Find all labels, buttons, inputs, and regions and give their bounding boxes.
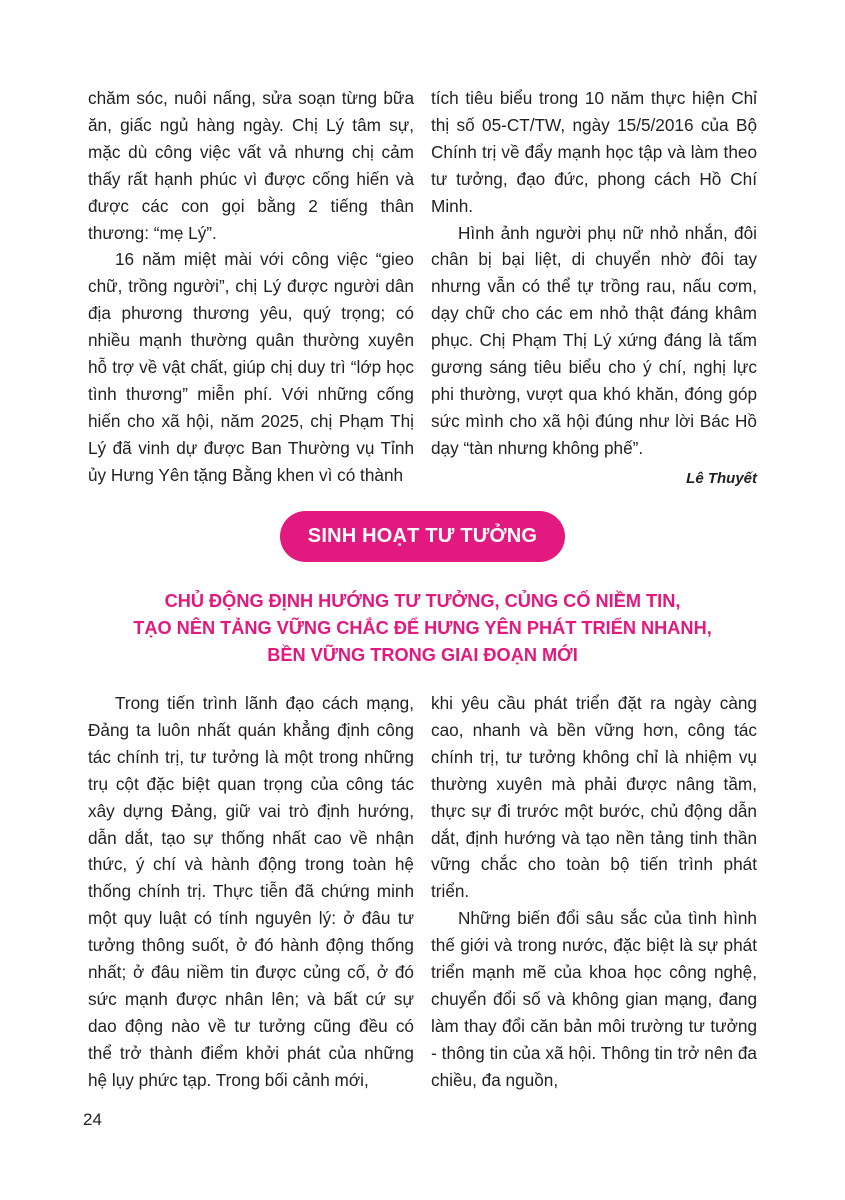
paragraph-continued: chăm sóc, nuôi nấng, sửa soạn từng bữa ăn, giấc ngủ hàng ngày. Chị Lý tâm sự, mặc dù công việc vất vả nhưng chị cảm thấy rất hạnh phúc vì được cống hiến và được các con gọi bằng 2 tiếng thân thương: “mẹ Lý”.	[88, 88, 414, 243]
paragraph-continued: tích tiêu biểu trong 10 năm thực hiện Chỉ thị số 05-CT/TW, ngày 15/5/2016 của Bộ Chính trị về đẩy mạnh học tập và làm theo tư tưởng, đạo đức, phong cách Hồ Chí Minh.	[431, 88, 757, 216]
top-right-column	[431, 85, 757, 493]
paragraph: 16 năm miệt mài với công việc “gieo chữ, trồng người”, chị Lý được người dân địa phương thương yêu, quý trọng; có nhiều mạnh thường quân thường xuyên hỗ trợ về vật chất, giúp chị duy trì “lớp học tình thương” miễn phí. Với những cống hiến cho xã hội, năm 2025, chị Phạm Thị Lý đã vinh dự được Ban Thường vụ Tỉnh ủy Hưng Yên tặng Bằng khen vì có thành	[88, 249, 414, 485]
paragraph: Trong tiến trình lãnh đạo cách mạng, Đảng ta luôn nhất quán khẳng định công tác chính trị, tư tưởng là một trong những trụ cột đặc biệt quan trọng của công tác xây dựng Đảng, giữ vai trò định hướng, dẫn dắt, tạo sự thống nhất cao về nhận thức, ý chí và hành động trong toàn hệ thống chính trị. Thực tiễn đã chứng minh một quy luật có tính nguyên lý: ở đâu tư tưởng thông suốt, ở đó hành động thống nhất; ở đâu niềm tin được củng cố, ở đó sức mạnh được nhân lên; và bất cứ sự dao động nào về tư tưởng cũng đều có thể trở thành điểm khởi phát của những hệ lụy phức tạp. Trong bối cảnh mới,	[88, 693, 414, 1090]
headline-line: CHỦ ĐỘNG ĐỊNH HƯỚNG TƯ TƯỞNG, CỦNG CỐ NIỀM TIN,	[164, 591, 681, 611]
paragraph-continued: khi yêu cầu phát triển đặt ra ngày càng cao, nhanh và bền vững hơn, công tác chính trị, tư tưởng không chỉ là nhiệm vụ thường xuyên mà phải được nâng tầm, thực sự đi trước một bước, chủ động dẫn dắt, định hướng và tạo nền tảng tinh thần vững chắc cho toàn bộ tiến trình phát triển.	[431, 693, 757, 902]
article-headline	[80, 588, 765, 669]
author-signature: Lê Thuyết	[686, 469, 757, 487]
article-right-column	[431, 690, 757, 1094]
top-left-column	[88, 85, 414, 489]
paragraph: Những biến đổi sâu sắc của tình hình thế giới và trong nước, đặc biệt là sự phát triển mạnh mẽ của khoa học công nghệ, chuyển đổi số và không gian mạng, đang làm thay đổi căn bản môi trường tư tưởng - thông tin của xã hội. Thông tin trở nên đa chiều, đa nguồn,	[431, 908, 757, 1090]
headline-line: TẠO NÊN TẢNG VỮNG CHẮC ĐỂ HƯNG YÊN PHÁT TRIỂN NHANH,	[133, 618, 712, 638]
section-banner-label: SINH HOẠT TƯ TƯỞNG	[307, 525, 538, 547]
paragraph: Hình ảnh người phụ nữ nhỏ nhắn, đôi chân bị bại liệt, di chuyển nhờ đôi tay nhưng vẫn có thể tự trồng rau, nấu cơm, dạy chữ cho các em nhỏ thật đáng khâm phục. Chị Phạm Thị Lý xứng đáng là tấm gương sáng tiêu biểu cho ý chí, nghị lực phi thường, vượt qua khó khăn, đóng góp sức mình cho xã hội đúng như lời Bác Hồ dạy “tàn nhưng không phế”.	[431, 222, 757, 458]
section-banner	[280, 511, 565, 562]
headline-line: BỀN VỮNG TRONG GIAI ĐOẠN MỚI	[267, 645, 578, 665]
article-left-column	[88, 690, 414, 1094]
page-number: 24	[83, 1110, 102, 1129]
